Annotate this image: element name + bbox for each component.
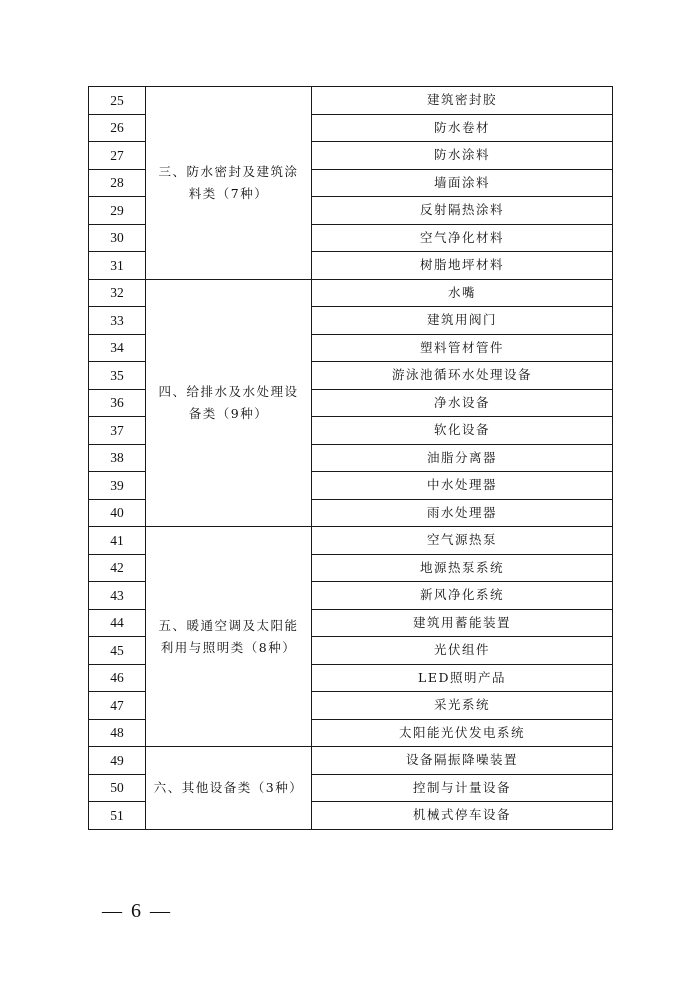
product-name: 防水涂料	[312, 142, 613, 170]
product-name: 树脂地坪材料	[312, 252, 613, 280]
product-name: 油脂分离器	[312, 444, 613, 472]
item-number: 31	[89, 252, 146, 280]
product-name: 控制与计量设备	[312, 774, 613, 802]
product-name: 塑料管材管件	[312, 334, 613, 362]
item-number: 39	[89, 472, 146, 500]
product-name: 防水卷材	[312, 114, 613, 142]
product-name: 游泳池循环水处理设备	[312, 362, 613, 390]
table-row	[89, 279, 613, 307]
product-name: 采光系统	[312, 692, 613, 720]
product-name: 中水处理器	[312, 472, 613, 500]
product-name: 软化设备	[312, 417, 613, 445]
product-name: 空气源热泵	[312, 527, 613, 555]
product-name: 水嘴	[312, 279, 613, 307]
item-number: 50	[89, 774, 146, 802]
product-name: 机械式停车设备	[312, 802, 613, 830]
product-name: 净水设备	[312, 389, 613, 417]
table-body	[89, 87, 613, 830]
product-category-table	[88, 86, 613, 830]
item-number: 47	[89, 692, 146, 720]
table-row	[89, 747, 613, 775]
item-number: 33	[89, 307, 146, 335]
product-name: 地源热泵系统	[312, 554, 613, 582]
product-name: 设备隔振降噪装置	[312, 747, 613, 775]
item-number: 26	[89, 114, 146, 142]
item-number: 30	[89, 224, 146, 252]
table-row	[89, 87, 613, 115]
item-number: 27	[89, 142, 146, 170]
product-name: 太阳能光伏发电系统	[312, 719, 613, 747]
category-label: 四、给排水及水处理设备类（9种）	[146, 279, 312, 527]
item-number: 46	[89, 664, 146, 692]
product-name: 墙面涂料	[312, 169, 613, 197]
item-number: 34	[89, 334, 146, 362]
item-number: 43	[89, 582, 146, 610]
category-label: 三、防水密封及建筑涂料类（7种）	[146, 87, 312, 280]
category-label: 五、暖通空调及太阳能利用与照明类（8种）	[146, 527, 312, 747]
product-name: 建筑用蓄能装置	[312, 609, 613, 637]
product-name: 空气净化材料	[312, 224, 613, 252]
item-number: 44	[89, 609, 146, 637]
item-number: 51	[89, 802, 146, 830]
item-number: 25	[89, 87, 146, 115]
item-number: 49	[89, 747, 146, 775]
category-label: 六、其他设备类（3种）	[146, 747, 312, 830]
item-number: 37	[89, 417, 146, 445]
product-name: 建筑用阀门	[312, 307, 613, 335]
page-number: — 6 —	[102, 900, 172, 922]
item-number: 35	[89, 362, 146, 390]
product-name: LED照明产品	[312, 664, 613, 692]
item-number: 40	[89, 499, 146, 527]
item-number: 32	[89, 279, 146, 307]
product-name: 建筑密封胶	[312, 87, 613, 115]
item-number: 38	[89, 444, 146, 472]
product-name: 光伏组件	[312, 637, 613, 665]
item-number: 36	[89, 389, 146, 417]
item-number: 28	[89, 169, 146, 197]
item-number: 29	[89, 197, 146, 225]
product-name: 雨水处理器	[312, 499, 613, 527]
product-name: 新风净化系统	[312, 582, 613, 610]
product-name: 反射隔热涂料	[312, 197, 613, 225]
table-row	[89, 527, 613, 555]
item-number: 45	[89, 637, 146, 665]
item-number: 48	[89, 719, 146, 747]
item-number: 42	[89, 554, 146, 582]
item-number: 41	[89, 527, 146, 555]
